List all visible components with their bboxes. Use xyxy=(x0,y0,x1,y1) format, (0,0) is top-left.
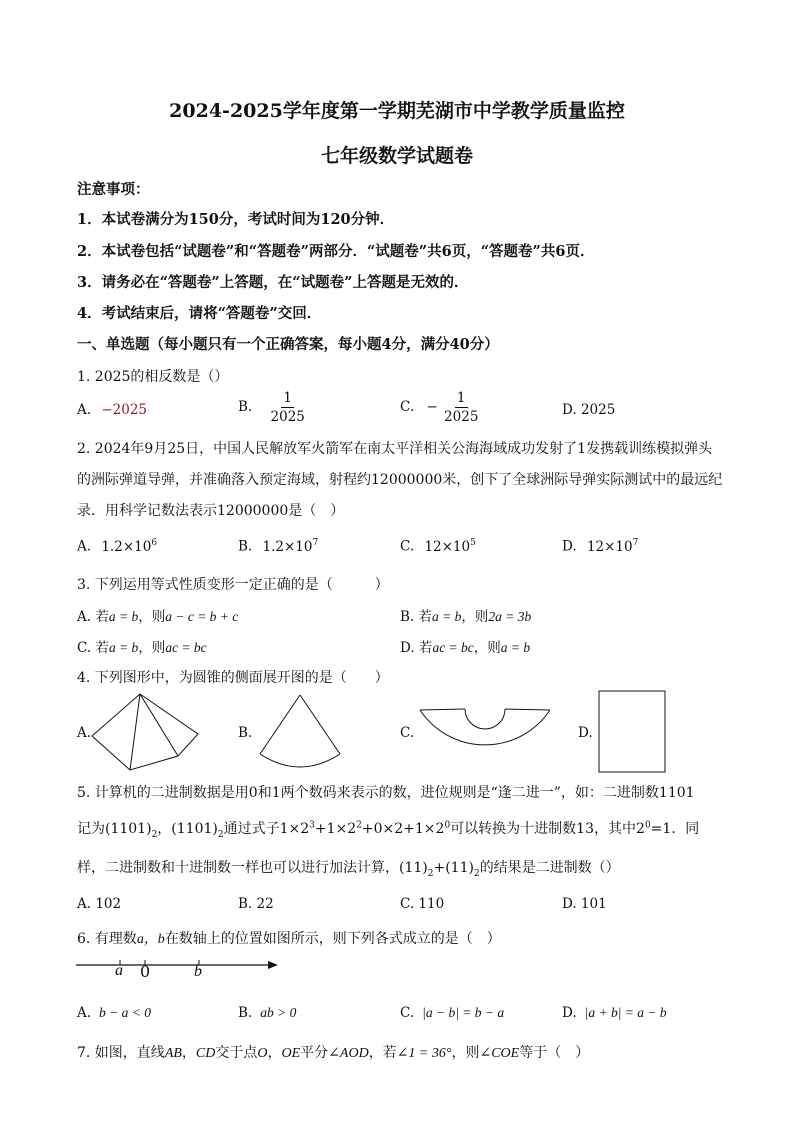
q4-option-d-label: D. xyxy=(578,725,593,741)
option-label: C. xyxy=(400,399,415,415)
fraction: $\frac{1}{2025}$ xyxy=(444,390,479,425)
axis-label-b: b xyxy=(194,963,202,980)
q2-option-b: B. $1.2\times 10^7$ xyxy=(238,538,319,555)
q6-option-c: C. |a − b| = b − a xyxy=(400,1005,505,1021)
exam-subtitle: 七年级数学试题卷 xyxy=(320,145,473,167)
question-4-stem: 4. 下列图形中，为圆锥的侧面展开图的是（ ） xyxy=(77,670,389,686)
section-heading: 一、单选题（每小题只有一个正确答案，每小题4分，满分40分） xyxy=(77,336,499,353)
sector-figure xyxy=(255,692,345,772)
fraction: $\frac{1}{2025}$ xyxy=(270,390,305,425)
question-3-stem: 3. 下列运用等式性质变形一定正确的是（ ） xyxy=(77,577,389,593)
question-7-stem: 7. 如图，直线AB，CD交于点O，OE平分∠AOD，若∠1 = 36°，则∠COE等于（ ） xyxy=(77,1045,590,1061)
q4-option-a-label: A. xyxy=(77,725,92,741)
q6-option-b: B. ab > 0 xyxy=(238,1005,297,1021)
q2-option-d: D. $12\times 10^7$ xyxy=(562,538,639,555)
question-6-stem: 6. 有理数a，b在数轴上的位置如图所示，则下列各式成立的是（ ） xyxy=(77,931,501,947)
q2-option-a: A. $1.2\times 10^6$ xyxy=(77,538,158,555)
q5-option-d: D. 101 xyxy=(562,896,607,912)
note-item: 2．本试卷包括“试题卷”和“答题卷”两部分．“试题卷”共6页，“答题卷”共6页． xyxy=(77,243,595,260)
q3-option-a: A. 若a = b，则a − c = b + c xyxy=(77,609,239,625)
q1-option-a xyxy=(77,402,147,418)
exam-title: 2024-2025学年度第一学期芜湖市中学教学质量监控 xyxy=(169,100,625,122)
question-2-line: 的洲际弹道导弹，并准确落入预定海域，射程约12000000米，创下了全球洲际导弹实际测试中的最远纪 xyxy=(77,472,723,488)
q4-option-b-label: B. xyxy=(238,725,253,741)
rectangle-figure xyxy=(598,690,668,774)
axis-label-zero: 0 xyxy=(140,962,151,981)
q1-option-d: D. 2025 xyxy=(562,402,616,418)
q6-option-a: A. b − a < 0 xyxy=(77,1005,152,1021)
pyramid-net-figure xyxy=(90,692,200,772)
q4-option-c-label: C. xyxy=(400,725,415,741)
option-label: B. xyxy=(238,399,253,415)
question-1-stem: 1. 2025的相反数是（） xyxy=(77,369,229,385)
note-item: 3．请务必在“答题卷”上答题，在“试题卷”上答题是无效的． xyxy=(77,274,469,291)
question-2-line: 2. 2024年9月25日，中国人民解放军火箭军在南太平洋相关公海海域成功发射了1发携载训练模拟弹头 xyxy=(77,441,713,457)
q1-option-b xyxy=(238,389,307,426)
axis-label-a: a xyxy=(115,962,123,979)
annular-sector-figure xyxy=(415,695,555,770)
question-2-line: 录．用科学记数法表示12000000是（ ） xyxy=(77,503,345,519)
q1-option-c: C. − $\frac{1}{2025}$ xyxy=(400,390,479,425)
question-5-line: 记为$(1101)_2$，$(1101)_2$通过式子$1\times 2^3+1\times 2^2+0\times 2+1\times 2^0$可以转换为十进制数13，其中$2^0=1$．同 xyxy=(77,820,700,840)
notes-heading: 注意事项： xyxy=(77,181,150,198)
q2-option-c: C. $12\times 10^5$ xyxy=(400,538,476,555)
note-item: 4．考试结束后，请将“答题卷”交回． xyxy=(77,305,322,322)
q3-option-d: D. 若ac = bc，则a = b xyxy=(400,640,531,656)
q5-option-c: C. 110 xyxy=(400,896,445,912)
note-item: 1．本试卷满分为150分，考试时间为120分钟． xyxy=(77,211,395,228)
q5-option-b: B. 22 xyxy=(238,896,274,912)
option-value: −2025 xyxy=(101,402,148,418)
number-line xyxy=(74,955,284,977)
question-5-line: 样，二进制数和十进制数一样也可以进行加法计算，$(11)_2+(11)_2$的结果是二进制数（） xyxy=(77,860,620,879)
q3-option-b: B. 若a = b，则2a = 3b xyxy=(400,609,532,625)
q5-option-a: A. 102 xyxy=(77,896,122,912)
option-label: A. xyxy=(77,402,92,418)
question-5-line: 5. 计算机的二进制数据是用0和1两个数码来表示的数，进位规则是“逢二进一”，如：二进制数1101 xyxy=(77,785,695,801)
q3-option-c: C. 若a = b，则ac = bc xyxy=(77,640,207,656)
q6-option-d: D. |a + b| = a − b xyxy=(562,1005,667,1021)
